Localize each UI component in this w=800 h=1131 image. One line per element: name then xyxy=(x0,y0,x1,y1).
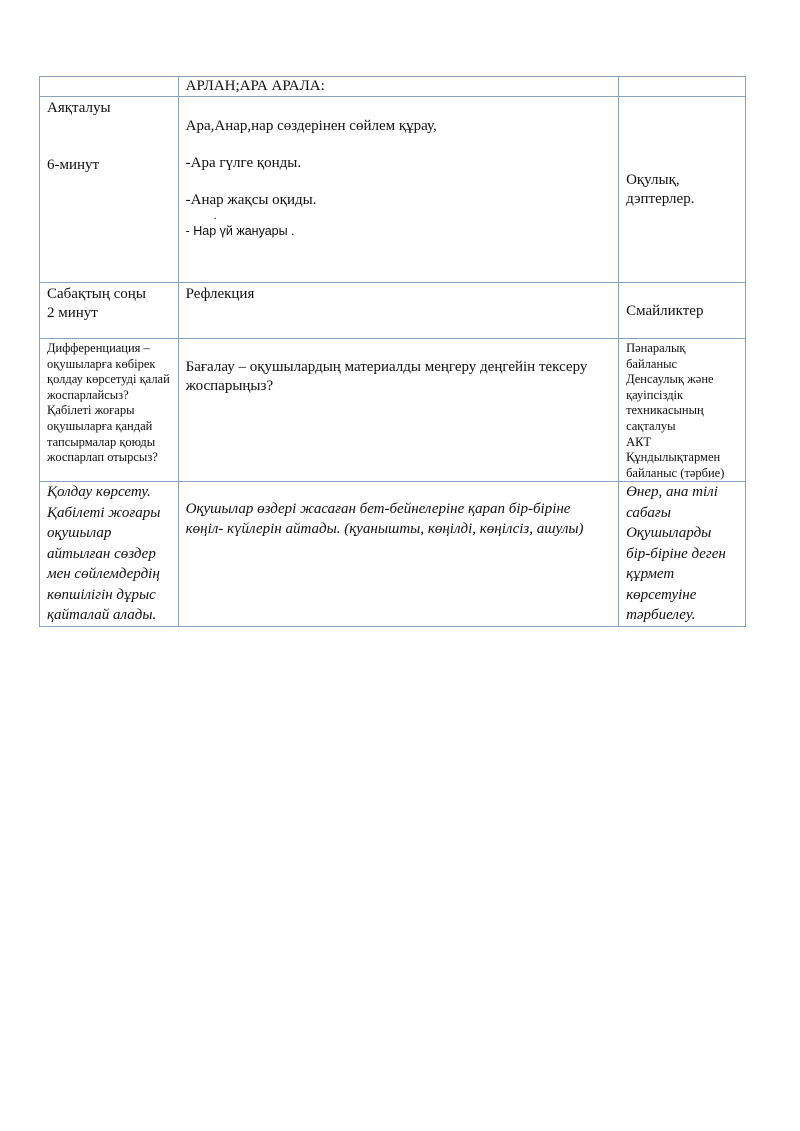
table-row xyxy=(40,97,746,283)
stage-time: 2 минут xyxy=(47,305,98,321)
header-line: техникасының xyxy=(626,403,704,418)
header-line: қауіпсіздік xyxy=(626,387,684,402)
sentence-line: -Анар жақсы оқиды. xyxy=(185,192,317,208)
answer-cell: Қолдау көрсету. Қабілеті жоғары оқушылар айтылған сөздер мен сөйлемдердің көпшілігін дұрыс қайталай алады. xyxy=(40,482,179,627)
answer-cell: Өнер, ана тілі сабағы Оқушыларды бір-біріне деген құрмет көрсетуіне тәрбиелеу. xyxy=(619,482,746,627)
task-text: Ара,Анар,нар сөздерінен сөйлем құрау, xyxy=(185,118,437,134)
dot-mark: . xyxy=(213,208,217,222)
lesson-plan-table xyxy=(39,76,746,627)
table-row xyxy=(40,77,746,97)
header-line: Пәнаралық xyxy=(626,341,686,355)
header-line: байланыс (тәрбие) xyxy=(626,465,725,480)
table-cell xyxy=(40,77,179,97)
stage-cell xyxy=(40,97,179,283)
resources-cell: Смайликтер xyxy=(619,283,746,339)
table-row xyxy=(40,283,746,339)
sentence-line: - Нар үй жануары . xyxy=(185,224,295,238)
header-cell xyxy=(619,339,746,482)
header-cell: Дифференциация – оқушыларға көбірек қолдау көрсетуді қалай жоспарлайсыз? Қабілеті жоғары оқушыларға қандай тапсырмалар қоюды жоспарлап отырсыз? xyxy=(40,339,179,482)
stage-title: Сабақтың соңы xyxy=(47,286,146,302)
activity-cell: Рефлекция xyxy=(178,283,618,339)
sentence-line: -Ара гүлге қонды. xyxy=(185,155,302,171)
activity-cell xyxy=(178,97,618,283)
header-line: сақталуы xyxy=(626,418,676,433)
header-line: АКТ xyxy=(626,434,652,449)
answer-cell: Оқушылар өздері жасаған бет-бейнелеріне қарап бір-біріне көңіл- күйлерін айтады. (қуанышты, көңілді, көңілсіз, ашулы) xyxy=(178,482,618,627)
header-line: Құндылықтармен xyxy=(626,450,721,465)
header-line: байланыс xyxy=(626,356,678,371)
table-row xyxy=(40,482,746,627)
table-cell: АРЛАН;АРА АРАЛА: xyxy=(178,77,618,97)
resources-cell xyxy=(619,97,746,283)
table-cell xyxy=(619,77,746,97)
table-row xyxy=(40,339,746,482)
header-cell: Бағалау – оқушылардың материалды меңгеру деңгейін тексеру жоспарыңыз? xyxy=(178,339,618,482)
stage-time: 6-минут xyxy=(47,157,100,173)
stage-cell xyxy=(40,283,179,339)
resources-text: Оқулық, дэптерлер. xyxy=(626,171,695,207)
header-line: Денсаулық және xyxy=(626,372,714,387)
stage-title: Аяқталуы xyxy=(47,100,111,116)
